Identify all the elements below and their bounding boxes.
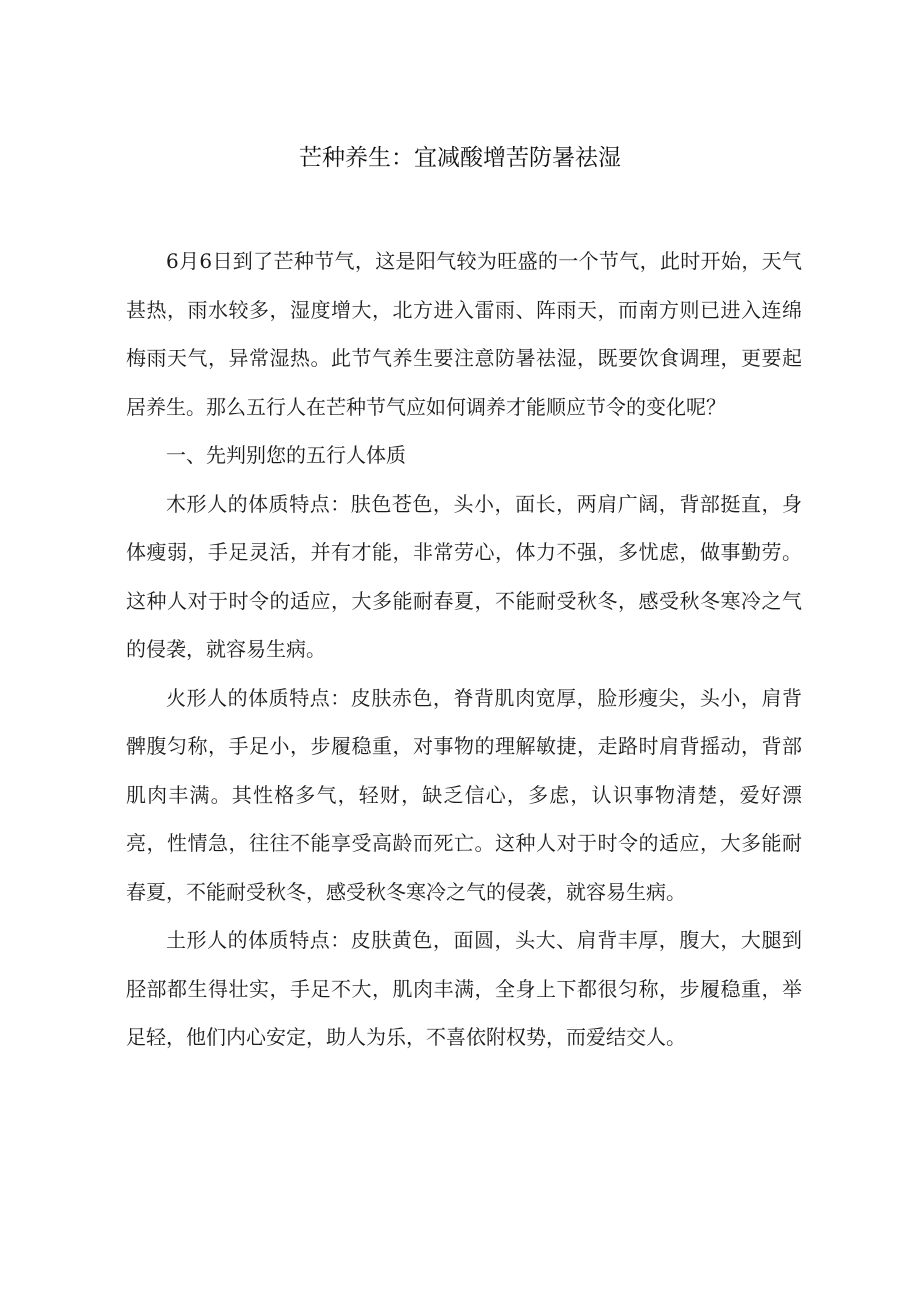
paragraph-fire-type: 火形人的体质特点：皮肤赤色，脊背肌肉宽厚，脸形瘦尖，头小，肩背髀腹匀称，手足小，步履稳重，对事物的理解敏捷，走路时肩背摇动，背部肌肉丰满。其性格多气，轻财，缺乏信心，多虑，认识事物清楚，爱好漂亮，性情急，往往不能享受高龄而死亡。这种人对于时令的适应，大多能耐春夏，不能耐受秋冬，感受秋冬寒冷之气的侵袭，就容易生病。 <box>126 685 802 904</box>
paragraph-intro: 6月6日到了芒种节气，这是阳气较为旺盛的一个节气，此时开始，天气甚热，雨水较多，湿度增大，北方进入雷雨、阵雨天，而南方则已进入连绵梅雨天气，异常湿热。此节气养生要注意防暑祛湿，既要饮食调理，更要起居养生。那么五行人在芒种节气应如何调养才能顺应节令的变化呢？ <box>126 249 802 419</box>
paragraph-wood-type: 木形人的体质特点：肤色苍色，头小，面长，两肩广阔，背部挺直，身体瘦弱，手足灵活，并有才能，非常劳心，体力不强，多忧虑，做事勤劳。这种人对于时令的适应，大多能耐春夏，不能耐受秋冬，感受秋冬寒冷之气的侵袭，就容易生病。 <box>126 491 802 661</box>
section-heading: 一、先判别您的五行人体质 <box>166 443 406 467</box>
document-title: 芒种养生：宜减酸增苦防暑祛湿 <box>299 145 621 171</box>
document-body <box>126 237 802 1062</box>
paragraph-earth-type: 土形人的体质特点：皮肤黄色，面圆，头大、肩背丰厚，腹大，大腿到胫部都生得壮实，手足不大，肌肉丰满，全身上下都很匀称，步履稳重，举足轻，他们内心安定，助人为乐，不喜依附权势，而爱结交人。 <box>126 928 802 1049</box>
